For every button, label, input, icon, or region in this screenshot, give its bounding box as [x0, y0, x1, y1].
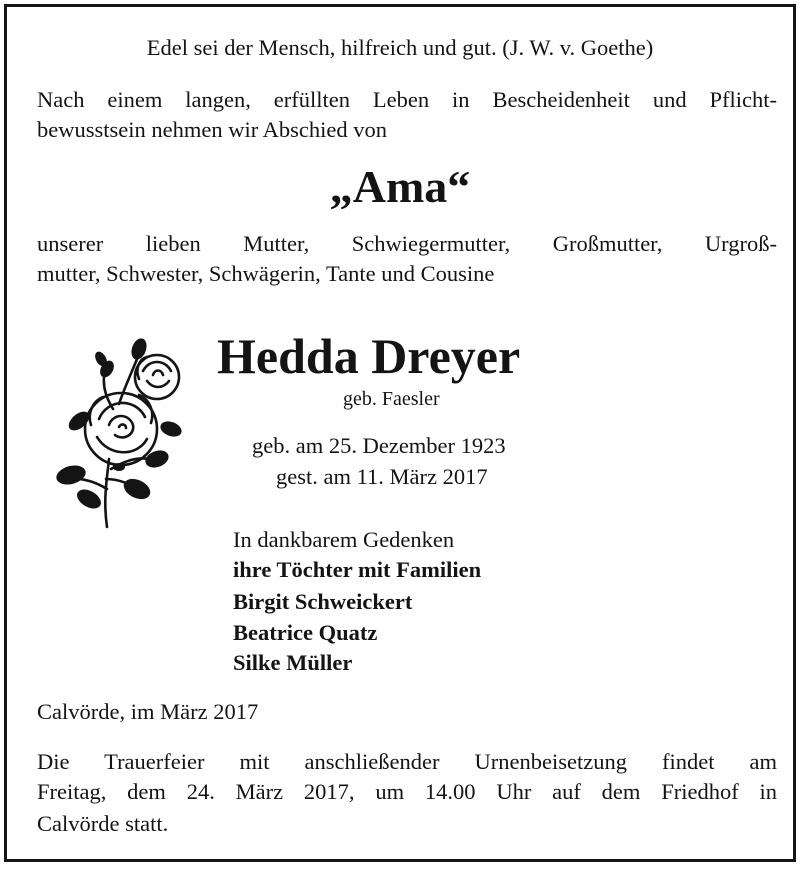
obituary-frame [4, 4, 796, 862]
mourners-heading: In dankbarem Gedenken [233, 527, 455, 552]
death-date: gest. am 11. März 2017 [276, 464, 488, 489]
mourner-line: Silke Müller [233, 650, 353, 675]
intro-line-2: bewusstsein nehmen wir Abschied von [37, 117, 387, 142]
nickname: „Ama“ [329, 161, 471, 212]
maiden-name: geb. Faesler [343, 388, 440, 410]
rose-icon [49, 329, 194, 531]
relations-line-2: mutter, Schwester, Schwägerin, Tante und Cousine [37, 261, 495, 286]
place-date: Calvörde, im März 2017 [37, 699, 259, 724]
goethe-motto: Edel sei der Mensch, hilfreich und gut. (J. W. v. Goethe) [146, 35, 654, 60]
birth-date: geb. am 25. Dezember 1923 [252, 433, 506, 458]
funeral-line-2: Freitag, dem 24. März 2017, um 14.00 Uhr auf dem Friedhof in [37, 779, 777, 804]
mourner-line: Birgit Schweickert [233, 589, 413, 614]
funeral-line-3: Calvörde statt. [37, 811, 169, 836]
mourner-line: ihre Töchter mit Familien [233, 557, 482, 582]
intro-line-1: Nach einem langen, erfüllten Leben in Bescheidenheit und Pflicht- [37, 87, 777, 112]
funeral-line-1: Die Trauerfeier mit anschließender Urnenbeisetzung findet am [37, 749, 777, 774]
mourner-line: Beatrice Quatz [233, 620, 378, 645]
deceased-name: Hedda Dreyer [217, 328, 521, 384]
relations-line-1: unserer lieben Mutter, Schwiegermutter, Großmutter, Urgroß- [37, 231, 777, 256]
